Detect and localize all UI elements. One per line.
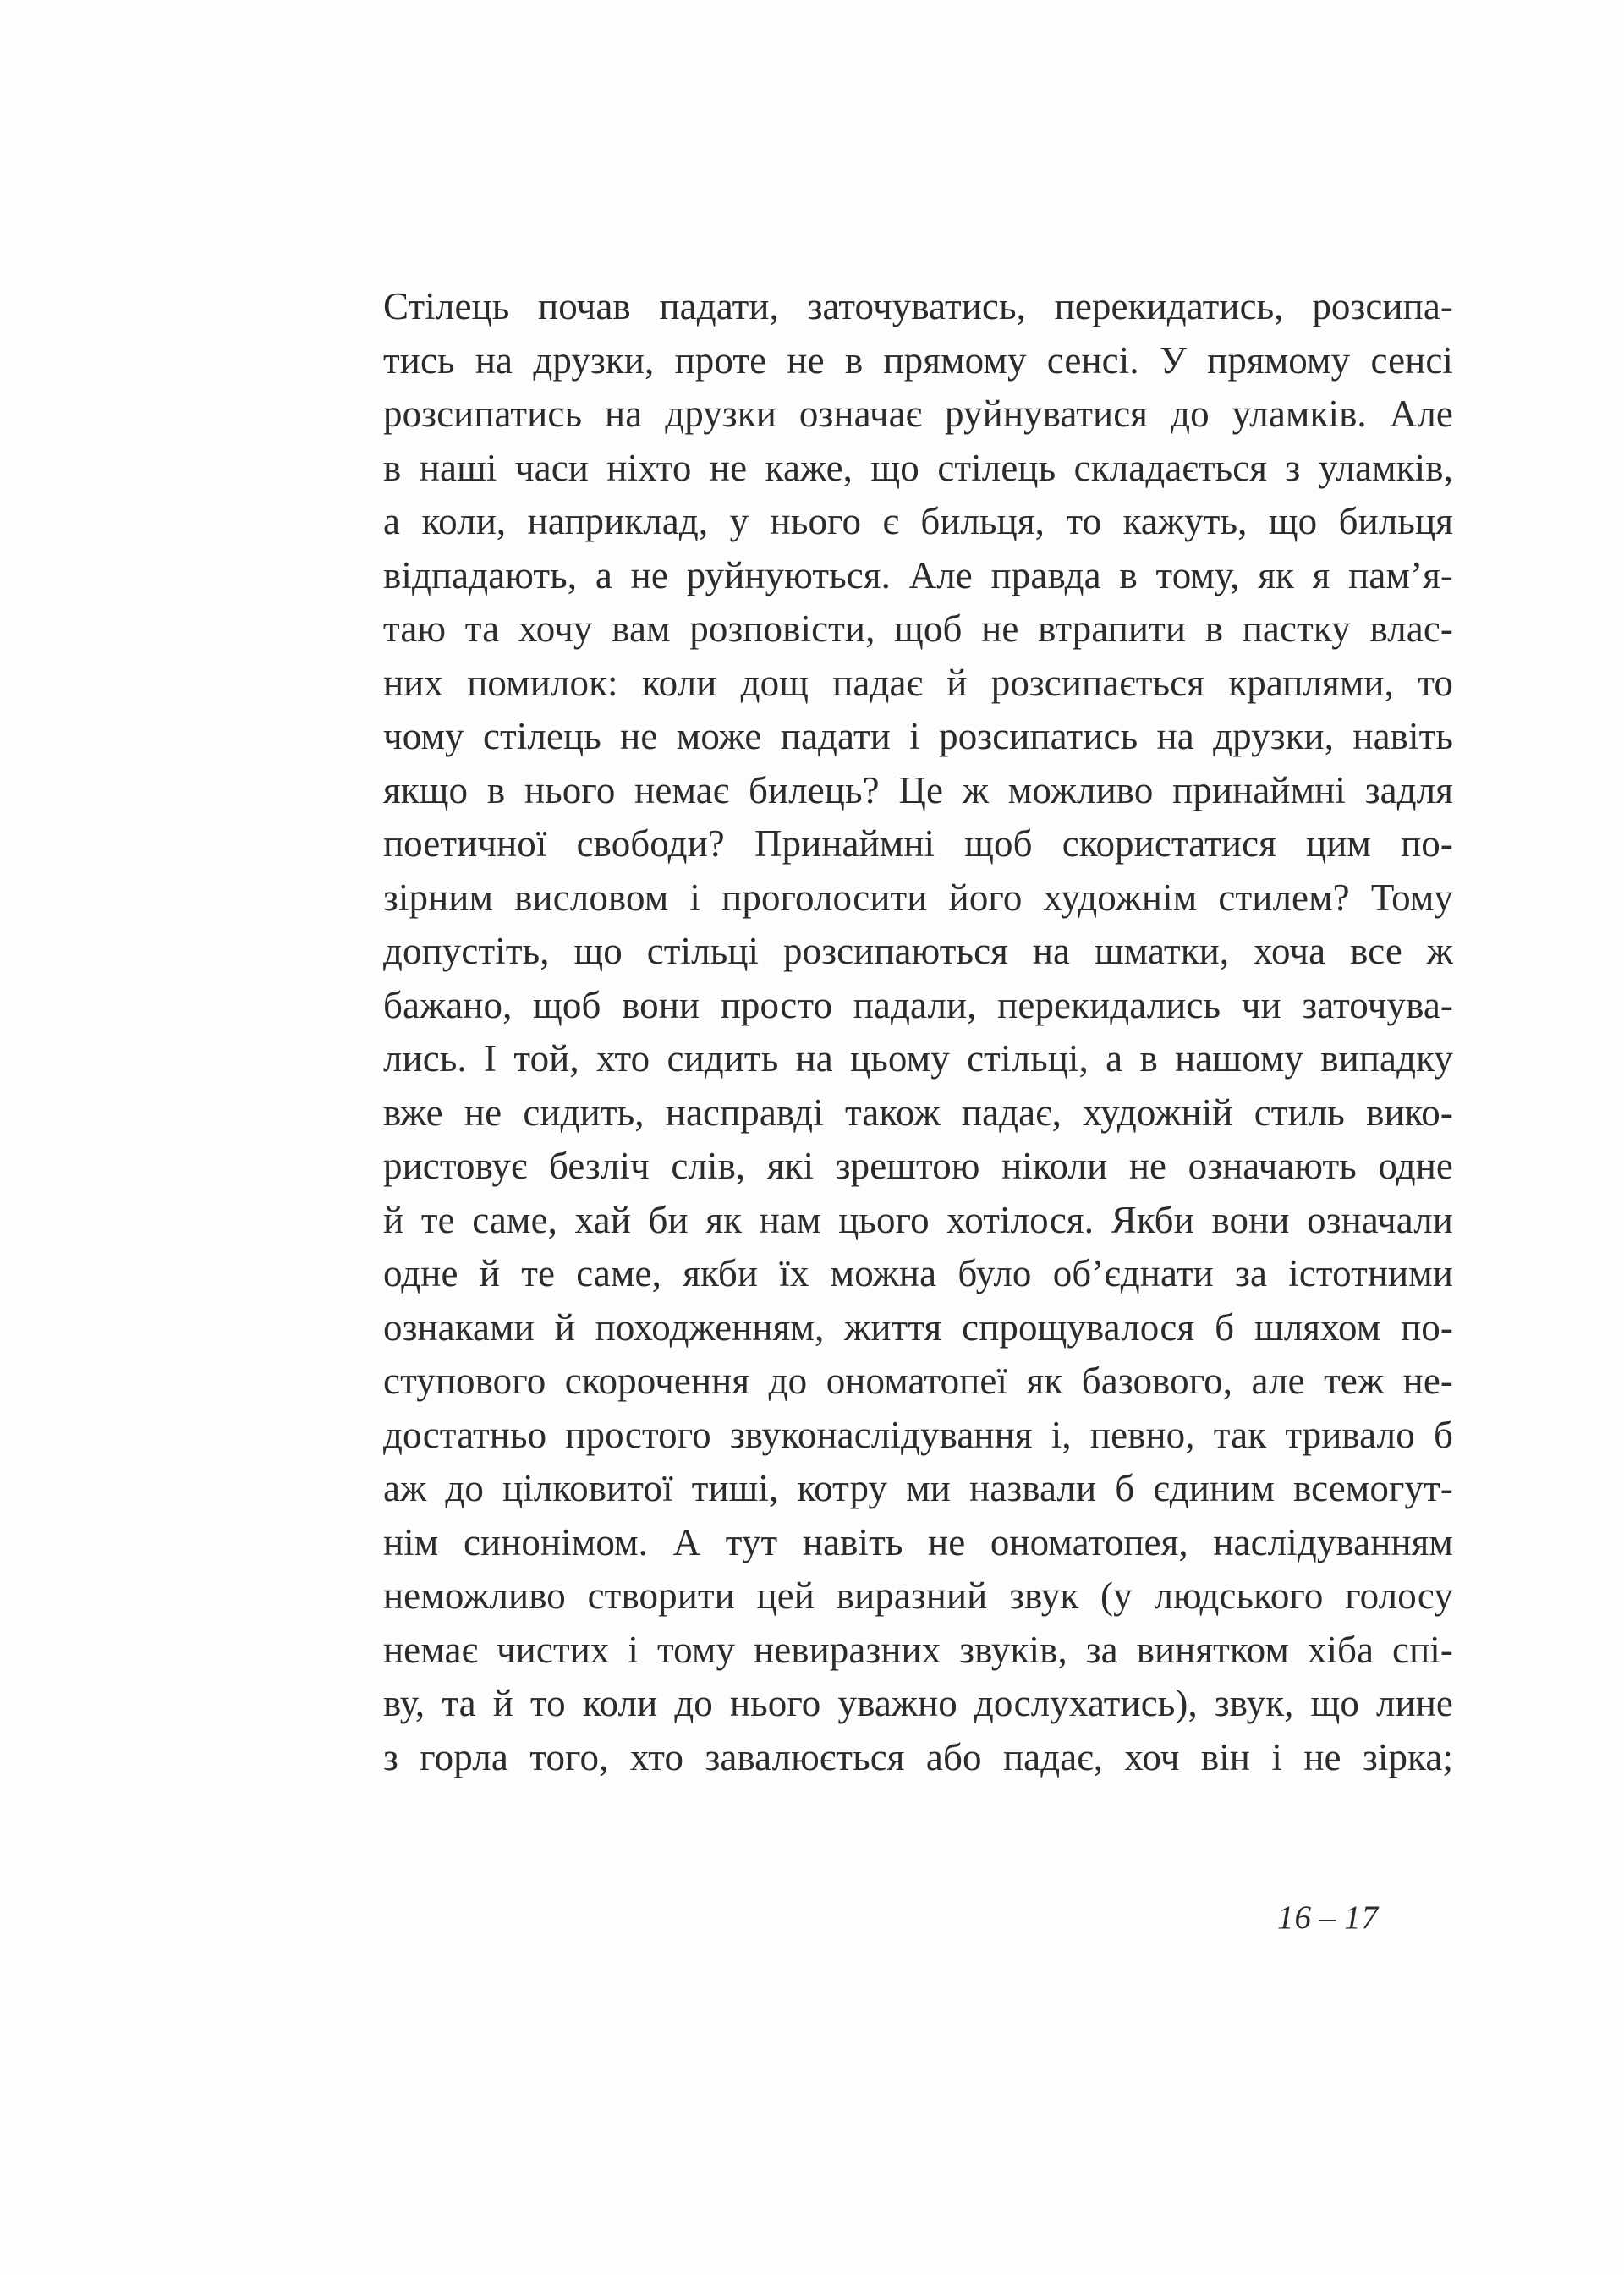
- text-line: тись на друзки, проте не в прямому сенсі. У прямому сенсі: [383, 338, 1453, 382]
- text-line: зірним висловом і проголосити його художнім стилем? Тому: [383, 876, 1453, 919]
- text-line: таю та хочу вам розповісти, щоб не втрапити в пастку влас-: [383, 607, 1453, 650]
- text-line: чому стілець не може падати і розсипатись на друзки, навіть: [383, 715, 1453, 757]
- body-text: [383, 280, 1453, 1784]
- text-line: ознаками й походженням, життя спрощувалося б шляхом по-: [383, 1305, 1453, 1349]
- text-line: ву, та й то коли до нього уважно дослухатись), звук, що лине: [383, 1682, 1453, 1724]
- text-line: поетичної свободи? Принаймні щоб скористатися цим по-: [383, 822, 1453, 865]
- text-line: якщо в нього немає билець? Це ж можливо принаймні задля: [383, 768, 1453, 811]
- text-line: лись. І той, хто сидить на цьому стільці, а в нашому випадку: [383, 1037, 1453, 1080]
- text-line: Стілець почав падати, заточуватись, перекидатись, розсипа-: [383, 285, 1453, 327]
- text-line: ступового скорочення до ономатопеї як базового, але теж не-: [383, 1360, 1453, 1402]
- text-line: аж до цілковитої тиші, котру ми назвали б єдиним всемогут-: [383, 1467, 1453, 1509]
- text-line: розсипатись на друзки означає руйнуватися до уламків. Але: [383, 393, 1453, 435]
- text-line: неможливо створити цей виразний звук (у людського голосу: [383, 1574, 1453, 1617]
- text-line: в наші часи ніхто не каже, що стілець складається з уламків,: [383, 446, 1453, 489]
- text-line: бажано, щоб вони просто падали, перекидались чи заточува-: [383, 983, 1453, 1026]
- text-line: них помилок: коли дощ падає й розсипається краплями, то: [383, 661, 1453, 704]
- text-line: немає чистих і тому невиразних звуків, за винятком хіба спі-: [383, 1628, 1453, 1671]
- text-line: вже не сидить, насправді також падає, художній стиль вико-: [383, 1091, 1453, 1134]
- page-number: 16 – 17: [1277, 1899, 1380, 1936]
- text-line: відпадають, а не руйнуються. Але правда в тому, як я пам’я-: [383, 553, 1453, 596]
- text-line: достатньо простого звуконаслідування і, певно, так тривало б: [383, 1413, 1453, 1456]
- text-line: допустіть, що стільці розсипаються на шматки, хоча все ж: [383, 930, 1453, 972]
- text-line: одне й те саме, якби їх можна було об’єднати за істотними: [383, 1252, 1453, 1294]
- text-line: й те саме, хай би як нам цього хотілося. Якби вони означали: [383, 1198, 1453, 1241]
- text-line: а коли, наприклад, у нього є бильця, то кажуть, що бильця: [383, 500, 1453, 542]
- text-line: нім синонімом. А тут навіть не ономатопея, наслідуванням: [383, 1520, 1453, 1563]
- text-line: з горла того, хто завалюється або падає, хоч він і не зірка;: [383, 1735, 1453, 1778]
- text-line: ристовує безліч слів, які зрештою ніколи не означають одне: [383, 1145, 1453, 1187]
